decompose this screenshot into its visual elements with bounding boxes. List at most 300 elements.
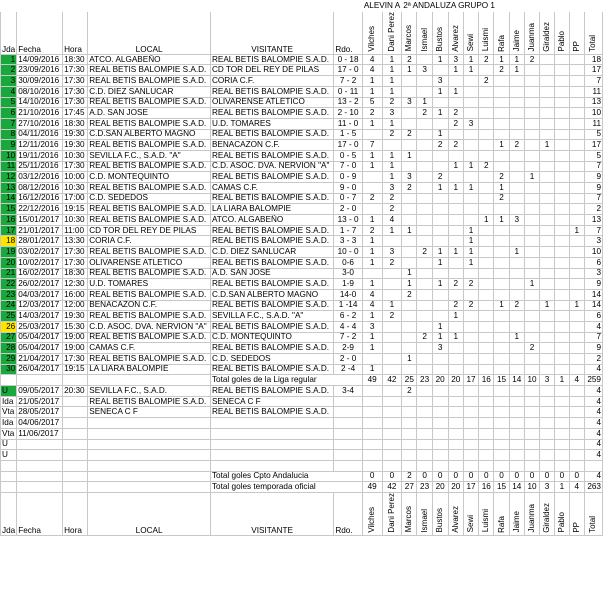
away-team-cell[interactable]: C.D.SAN ALBERTO MAGNO (210, 289, 333, 300)
goals-cell[interactable] (569, 439, 584, 450)
jornada-cell[interactable]: 1 (1, 54, 17, 65)
score-cell[interactable]: 3-4 (334, 386, 362, 397)
player-header[interactable] (584, 12, 602, 55)
time-cell[interactable]: 10:30 (63, 183, 88, 194)
goals-cell[interactable] (448, 407, 463, 418)
goals-cell[interactable] (417, 268, 432, 279)
goals-cell[interactable]: 2 (402, 386, 417, 397)
goals-cell[interactable] (540, 54, 555, 65)
player-header[interactable] (524, 12, 539, 55)
goals-cell[interactable] (463, 354, 478, 365)
total-cell[interactable]: 23 (417, 482, 432, 493)
goals-cell[interactable] (494, 150, 509, 161)
goals-cell[interactable] (362, 407, 382, 418)
goals-cell[interactable] (402, 428, 417, 439)
goals-cell[interactable] (524, 268, 539, 279)
goals-cell[interactable] (509, 396, 524, 407)
goals-cell[interactable] (524, 118, 539, 129)
blank-cell[interactable] (402, 460, 417, 471)
goals-cell[interactable]: 2 (382, 129, 402, 140)
goals-cell[interactable]: 6 (584, 257, 602, 268)
total-cell[interactable]: 42 (382, 375, 402, 386)
goals-cell[interactable] (554, 215, 569, 226)
goals-cell[interactable]: 1 (362, 86, 382, 97)
date-cell[interactable]: 04/11/2016 (17, 129, 63, 140)
goals-cell[interactable] (432, 450, 448, 461)
goals-cell[interactable]: 1 (382, 161, 402, 172)
goals-cell[interactable] (524, 428, 539, 439)
goals-cell[interactable]: 2 (479, 54, 494, 65)
away-team-cell[interactable]: REAL BETIS BALOMPIE S.A.D. (210, 386, 333, 397)
jornada-cell[interactable]: Ida (1, 418, 17, 429)
goals-cell[interactable] (509, 97, 524, 108)
jornada-cell[interactable]: 8 (1, 129, 17, 140)
goals-cell[interactable] (417, 450, 432, 461)
score-cell[interactable]: 3 - 3 (334, 236, 362, 247)
goals-cell[interactable] (524, 450, 539, 461)
goals-cell[interactable]: 2 (432, 140, 448, 151)
goals-cell[interactable] (569, 386, 584, 397)
date-cell[interactable]: 14/09/2016 (17, 54, 63, 65)
goals-cell[interactable] (417, 321, 432, 332)
goals-cell[interactable] (524, 108, 539, 119)
date-cell[interactable]: 08/12/2016 (17, 183, 63, 194)
goals-cell[interactable] (554, 279, 569, 290)
header-local[interactable]: LOCAL (88, 12, 211, 55)
goals-cell[interactable] (509, 118, 524, 129)
date-cell[interactable]: 16/02/2017 (17, 268, 63, 279)
goals-cell[interactable] (479, 439, 494, 450)
time-cell[interactable]: 10:30 (63, 215, 88, 226)
away-team-cell[interactable]: C.D. SEDEDOS (210, 354, 333, 365)
goals-cell[interactable]: 1 (382, 118, 402, 129)
blank-cell[interactable] (334, 460, 362, 471)
home-team-cell[interactable]: C.D. MONTEQUINTO (88, 172, 211, 183)
total-label[interactable]: Total goles temporada oficial (210, 482, 362, 493)
player-header[interactable] (382, 492, 402, 535)
goals-cell[interactable] (417, 428, 432, 439)
blank-cell[interactable] (448, 460, 463, 471)
blank-cell[interactable] (554, 460, 569, 471)
goals-cell[interactable] (509, 86, 524, 97)
total-cell[interactable]: 4 (569, 375, 584, 386)
date-cell[interactable]: 04/03/2017 (17, 289, 63, 300)
goals-cell[interactable] (494, 332, 509, 343)
goals-cell[interactable] (554, 257, 569, 268)
goals-cell[interactable] (402, 311, 417, 322)
total-cell[interactable]: 1 (554, 482, 569, 493)
home-team-cell[interactable] (88, 418, 211, 429)
jornada-cell[interactable]: 6 (1, 108, 17, 119)
goals-cell[interactable]: 1 (382, 300, 402, 311)
score-cell[interactable]: 13 - 2 (334, 97, 362, 108)
score-cell[interactable]: 3-0 (334, 268, 362, 279)
goals-cell[interactable] (402, 343, 417, 354)
goals-cell[interactable] (417, 150, 432, 161)
goals-cell[interactable] (554, 193, 569, 204)
total-cell[interactable]: 0 (362, 471, 382, 482)
home-team-cell[interactable] (88, 428, 211, 439)
goals-cell[interactable] (509, 343, 524, 354)
goals-cell[interactable] (417, 396, 432, 407)
date-cell[interactable]: 09/05/2017 (17, 386, 63, 397)
time-cell[interactable]: 12:00 (63, 300, 88, 311)
jornada-cell[interactable]: 23 (1, 289, 17, 300)
date-cell[interactable]: 26/04/2017 (17, 364, 63, 375)
goals-cell[interactable] (524, 386, 539, 397)
goals-cell[interactable] (569, 364, 584, 375)
player-header[interactable] (463, 492, 478, 535)
goals-cell[interactable]: 1 (362, 150, 382, 161)
away-team-cell[interactable]: REAL BETIS BALOMPIE S.A.D. (210, 300, 333, 311)
home-team-cell[interactable]: REAL BETIS BALOMPIE S.A.D. (88, 354, 211, 365)
goals-cell[interactable] (463, 428, 478, 439)
goals-cell[interactable]: 3 (509, 215, 524, 226)
goals-cell[interactable] (417, 129, 432, 140)
time-cell[interactable]: 10:00 (63, 172, 88, 183)
away-team-cell[interactable]: ATCO. ALGABEÑO (210, 215, 333, 226)
goals-cell[interactable]: 1 (382, 54, 402, 65)
goals-cell[interactable] (569, 65, 584, 76)
goals-cell[interactable]: 1 (569, 300, 584, 311)
goals-cell[interactable] (554, 407, 569, 418)
jornada-cell[interactable]: 7 (1, 118, 17, 129)
home-team-cell[interactable]: REAL BETIS BALOMPIE S.A.D. (88, 97, 211, 108)
goals-cell[interactable] (402, 439, 417, 450)
goals-cell[interactable] (417, 225, 432, 236)
goals-cell[interactable]: 2 (417, 247, 432, 258)
goals-cell[interactable] (417, 257, 432, 268)
goals-cell[interactable] (509, 193, 524, 204)
player-header[interactable] (432, 12, 448, 55)
goals-cell[interactable] (417, 54, 432, 65)
jornada-cell[interactable]: 2 (1, 65, 17, 76)
blank-cell[interactable] (432, 460, 448, 471)
goals-cell[interactable]: 7 (584, 161, 602, 172)
away-team-cell[interactable]: OLIVARENSE ATLETICO (210, 97, 333, 108)
goals-cell[interactable] (479, 311, 494, 322)
total-cell[interactable]: 20 (432, 482, 448, 493)
goals-cell[interactable] (540, 86, 555, 97)
goals-cell[interactable] (432, 118, 448, 129)
goals-cell[interactable] (417, 354, 432, 365)
goals-cell[interactable] (417, 311, 432, 322)
goals-cell[interactable] (554, 118, 569, 129)
away-team-cell[interactable]: U.D. TOMARES (210, 118, 333, 129)
total-cell[interactable]: 17 (463, 375, 478, 386)
score-cell[interactable]: 7 - 0 (334, 161, 362, 172)
goals-cell[interactable] (509, 311, 524, 322)
goals-cell[interactable] (494, 76, 509, 87)
goals-cell[interactable] (494, 129, 509, 140)
goals-cell[interactable] (554, 65, 569, 76)
goals-cell[interactable]: 1 (402, 150, 417, 161)
goals-cell[interactable] (554, 364, 569, 375)
goals-cell[interactable]: 11 (584, 86, 602, 97)
goals-cell[interactable] (463, 97, 478, 108)
goals-cell[interactable]: 4 (584, 418, 602, 429)
blank-cell[interactable] (88, 1, 211, 12)
goals-cell[interactable] (540, 343, 555, 354)
goals-cell[interactable]: 1 (448, 311, 463, 322)
goals-cell[interactable] (432, 204, 448, 215)
goals-cell[interactable] (382, 428, 402, 439)
goals-cell[interactable]: 5 (362, 97, 382, 108)
goals-cell[interactable] (417, 439, 432, 450)
goals-cell[interactable] (524, 150, 539, 161)
total-cell[interactable]: 27 (402, 482, 417, 493)
goals-cell[interactable] (540, 364, 555, 375)
jornada-cell[interactable]: 17 (1, 225, 17, 236)
goals-cell[interactable] (569, 97, 584, 108)
goals-cell[interactable] (382, 386, 402, 397)
goals-cell[interactable]: 1 (432, 279, 448, 290)
blank-cell[interactable] (210, 1, 333, 12)
goals-cell[interactable] (382, 354, 402, 365)
goals-cell[interactable] (554, 225, 569, 236)
goals-cell[interactable] (417, 386, 432, 397)
blank-cell[interactable] (509, 460, 524, 471)
blank-cell[interactable] (17, 482, 63, 493)
total-cell[interactable]: 0 (494, 471, 509, 482)
header-jda[interactable]: Jda (1, 12, 17, 55)
goals-cell[interactable] (432, 311, 448, 322)
date-cell[interactable]: 21/05/2017 (17, 396, 63, 407)
goals-cell[interactable] (402, 140, 417, 151)
goals-cell[interactable] (509, 129, 524, 140)
jornada-cell[interactable]: U (1, 386, 17, 397)
goals-cell[interactable] (432, 268, 448, 279)
goals-cell[interactable] (463, 268, 478, 279)
goals-cell[interactable]: 1 (402, 268, 417, 279)
goals-cell[interactable] (554, 418, 569, 429)
date-cell[interactable]: 12/03/2017 (17, 300, 63, 311)
goals-cell[interactable] (524, 193, 539, 204)
goals-cell[interactable] (448, 193, 463, 204)
goals-cell[interactable] (382, 450, 402, 461)
goals-cell[interactable] (554, 300, 569, 311)
goals-cell[interactable] (463, 386, 478, 397)
goals-cell[interactable] (479, 86, 494, 97)
goals-cell[interactable] (463, 86, 478, 97)
goals-cell[interactable]: 3 (432, 76, 448, 87)
goals-cell[interactable] (463, 108, 478, 119)
goals-cell[interactable] (417, 215, 432, 226)
player-header[interactable] (479, 12, 494, 55)
goals-cell[interactable] (417, 279, 432, 290)
score-cell[interactable]: 11 - 0 (334, 118, 362, 129)
date-cell[interactable]: 08/10/2016 (17, 86, 63, 97)
goals-cell[interactable] (382, 289, 402, 300)
date-cell[interactable]: 25/03/2017 (17, 321, 63, 332)
blank-cell[interactable] (63, 375, 88, 386)
away-team-cell[interactable]: REAL BETIS BALOMPIE S.A.D. (210, 172, 333, 183)
goals-cell[interactable] (540, 321, 555, 332)
goals-cell[interactable] (463, 364, 478, 375)
goals-cell[interactable]: 2 (382, 257, 402, 268)
score-cell[interactable]: 2 - 0 (334, 204, 362, 215)
goals-cell[interactable] (479, 332, 494, 343)
goals-cell[interactable] (569, 54, 584, 65)
away-team-cell[interactable]: C.D. ASOC. DVA. NERVION "A" (210, 161, 333, 172)
goals-cell[interactable] (479, 407, 494, 418)
date-cell[interactable]: 21/10/2016 (17, 108, 63, 119)
goals-cell[interactable]: 2 (479, 161, 494, 172)
goals-cell[interactable] (448, 439, 463, 450)
blank-cell[interactable] (479, 460, 494, 471)
goals-cell[interactable]: 4 (584, 321, 602, 332)
goals-cell[interactable] (509, 161, 524, 172)
home-team-cell[interactable] (88, 439, 211, 450)
goals-cell[interactable] (362, 386, 382, 397)
goals-cell[interactable] (540, 257, 555, 268)
jornada-cell[interactable]: 18 (1, 236, 17, 247)
goals-cell[interactable] (432, 289, 448, 300)
total-cell[interactable]: 3 (540, 482, 555, 493)
goals-cell[interactable]: 14 (584, 300, 602, 311)
home-team-cell[interactable]: SENECA C F (88, 407, 211, 418)
time-cell[interactable]: 19:00 (63, 332, 88, 343)
goals-cell[interactable] (540, 247, 555, 258)
score-cell[interactable]: 0 - 5 (334, 150, 362, 161)
goals-cell[interactable]: 1 (432, 257, 448, 268)
goals-cell[interactable] (494, 439, 509, 450)
home-team-cell[interactable]: BENACAZON C.F. (88, 300, 211, 311)
goals-cell[interactable]: 2 (382, 311, 402, 322)
blank-cell[interactable] (88, 471, 211, 482)
goals-cell[interactable]: 7 (362, 140, 382, 151)
home-team-cell[interactable]: REAL BETIS BALOMPIE S.A.D. (88, 76, 211, 87)
goals-cell[interactable] (402, 236, 417, 247)
score-cell[interactable]: 6 - 2 (334, 311, 362, 322)
home-team-cell[interactable]: OLIVARENSE ATLETICO (88, 257, 211, 268)
goals-cell[interactable] (509, 450, 524, 461)
goals-cell[interactable] (540, 332, 555, 343)
date-cell[interactable]: 19/11/2016 (17, 150, 63, 161)
goals-cell[interactable] (540, 65, 555, 76)
player-header[interactable] (509, 492, 524, 535)
score-cell[interactable]: 14-0 (334, 289, 362, 300)
goals-cell[interactable] (417, 289, 432, 300)
date-cell[interactable]: 26/02/2017 (17, 279, 63, 290)
home-team-cell[interactable]: REAL BETIS BALOMPIE S.A.D. (88, 289, 211, 300)
goals-cell[interactable]: 2 (479, 76, 494, 87)
date-cell[interactable]: 03/02/2017 (17, 247, 63, 258)
goals-cell[interactable] (463, 311, 478, 322)
goals-cell[interactable] (494, 268, 509, 279)
blank-cell[interactable] (88, 375, 211, 386)
jornada-cell[interactable]: 29 (1, 354, 17, 365)
goals-cell[interactable]: 3 (463, 118, 478, 129)
player-header[interactable] (494, 492, 509, 535)
goals-cell[interactable] (540, 172, 555, 183)
total-cell[interactable]: 0 (463, 471, 478, 482)
goals-cell[interactable]: 2 (402, 129, 417, 140)
goals-cell[interactable] (494, 321, 509, 332)
goals-cell[interactable]: 1 (402, 279, 417, 290)
goals-cell[interactable] (417, 193, 432, 204)
blank-cell[interactable] (17, 471, 63, 482)
goals-cell[interactable]: 3 (402, 172, 417, 183)
total-cell[interactable]: 49 (362, 482, 382, 493)
goals-cell[interactable] (479, 140, 494, 151)
goals-cell[interactable]: 2 (448, 279, 463, 290)
goals-cell[interactable] (524, 65, 539, 76)
jornada-cell[interactable]: U (1, 450, 17, 461)
time-cell[interactable] (63, 428, 88, 439)
goals-cell[interactable] (554, 343, 569, 354)
blank-cell[interactable] (494, 460, 509, 471)
goals-cell[interactable]: 1 (382, 86, 402, 97)
goals-cell[interactable]: 4 (362, 300, 382, 311)
score-cell[interactable]: 2-9 (334, 343, 362, 354)
away-team-cell[interactable]: CD TOR DEL REY DE PILAS (210, 65, 333, 76)
goals-cell[interactable] (509, 279, 524, 290)
goals-cell[interactable]: 1 (362, 247, 382, 258)
goals-cell[interactable] (417, 118, 432, 129)
goals-cell[interactable]: 5 (584, 150, 602, 161)
date-cell[interactable]: 12/11/2016 (17, 140, 63, 151)
goals-cell[interactable]: 1 (509, 247, 524, 258)
goals-cell[interactable]: 2 (382, 204, 402, 215)
goals-cell[interactable] (569, 150, 584, 161)
goals-cell[interactable] (540, 150, 555, 161)
total-cell[interactable]: 20 (448, 375, 463, 386)
date-cell[interactable]: 05/04/2017 (17, 343, 63, 354)
goals-cell[interactable] (382, 140, 402, 151)
time-cell[interactable] (63, 407, 88, 418)
goals-cell[interactable] (417, 364, 432, 375)
goals-cell[interactable] (540, 450, 555, 461)
goals-cell[interactable] (463, 140, 478, 151)
goals-cell[interactable] (524, 129, 539, 140)
goals-cell[interactable] (494, 204, 509, 215)
header-jda[interactable]: Jda (1, 492, 17, 535)
blank-cell[interactable] (569, 460, 584, 471)
total-cell[interactable]: 0 (382, 471, 402, 482)
total-cell[interactable]: 23 (417, 375, 432, 386)
goals-cell[interactable] (509, 289, 524, 300)
jornada-cell[interactable]: 13 (1, 183, 17, 194)
goals-cell[interactable] (524, 321, 539, 332)
score-cell[interactable]: 0 - 18 (334, 54, 362, 65)
goals-cell[interactable] (569, 311, 584, 322)
total-cell[interactable]: 0 (479, 471, 494, 482)
goals-cell[interactable] (402, 215, 417, 226)
player-header[interactable] (417, 12, 432, 55)
goals-cell[interactable] (382, 343, 402, 354)
date-cell[interactable]: 03/12/2016 (17, 172, 63, 183)
goals-cell[interactable] (382, 279, 402, 290)
goals-cell[interactable]: 1 (524, 172, 539, 183)
home-team-cell[interactable]: A.D. SAN JOSE (88, 108, 211, 119)
goals-cell[interactable]: 3 (448, 54, 463, 65)
goals-cell[interactable] (432, 396, 448, 407)
date-cell[interactable]: 04/06/2017 (17, 418, 63, 429)
jornada-cell[interactable]: 19 (1, 247, 17, 258)
goals-cell[interactable]: 1 (432, 247, 448, 258)
goals-cell[interactable] (448, 386, 463, 397)
blank-cell[interactable] (63, 1, 88, 12)
goals-cell[interactable]: 1 (463, 54, 478, 65)
goals-cell[interactable] (524, 140, 539, 151)
score-cell[interactable] (334, 418, 362, 429)
goals-cell[interactable] (448, 418, 463, 429)
score-cell[interactable]: 1 -14 (334, 300, 362, 311)
goals-cell[interactable] (494, 428, 509, 439)
blank-cell[interactable] (63, 460, 88, 471)
jornada-cell[interactable]: 15 (1, 204, 17, 215)
